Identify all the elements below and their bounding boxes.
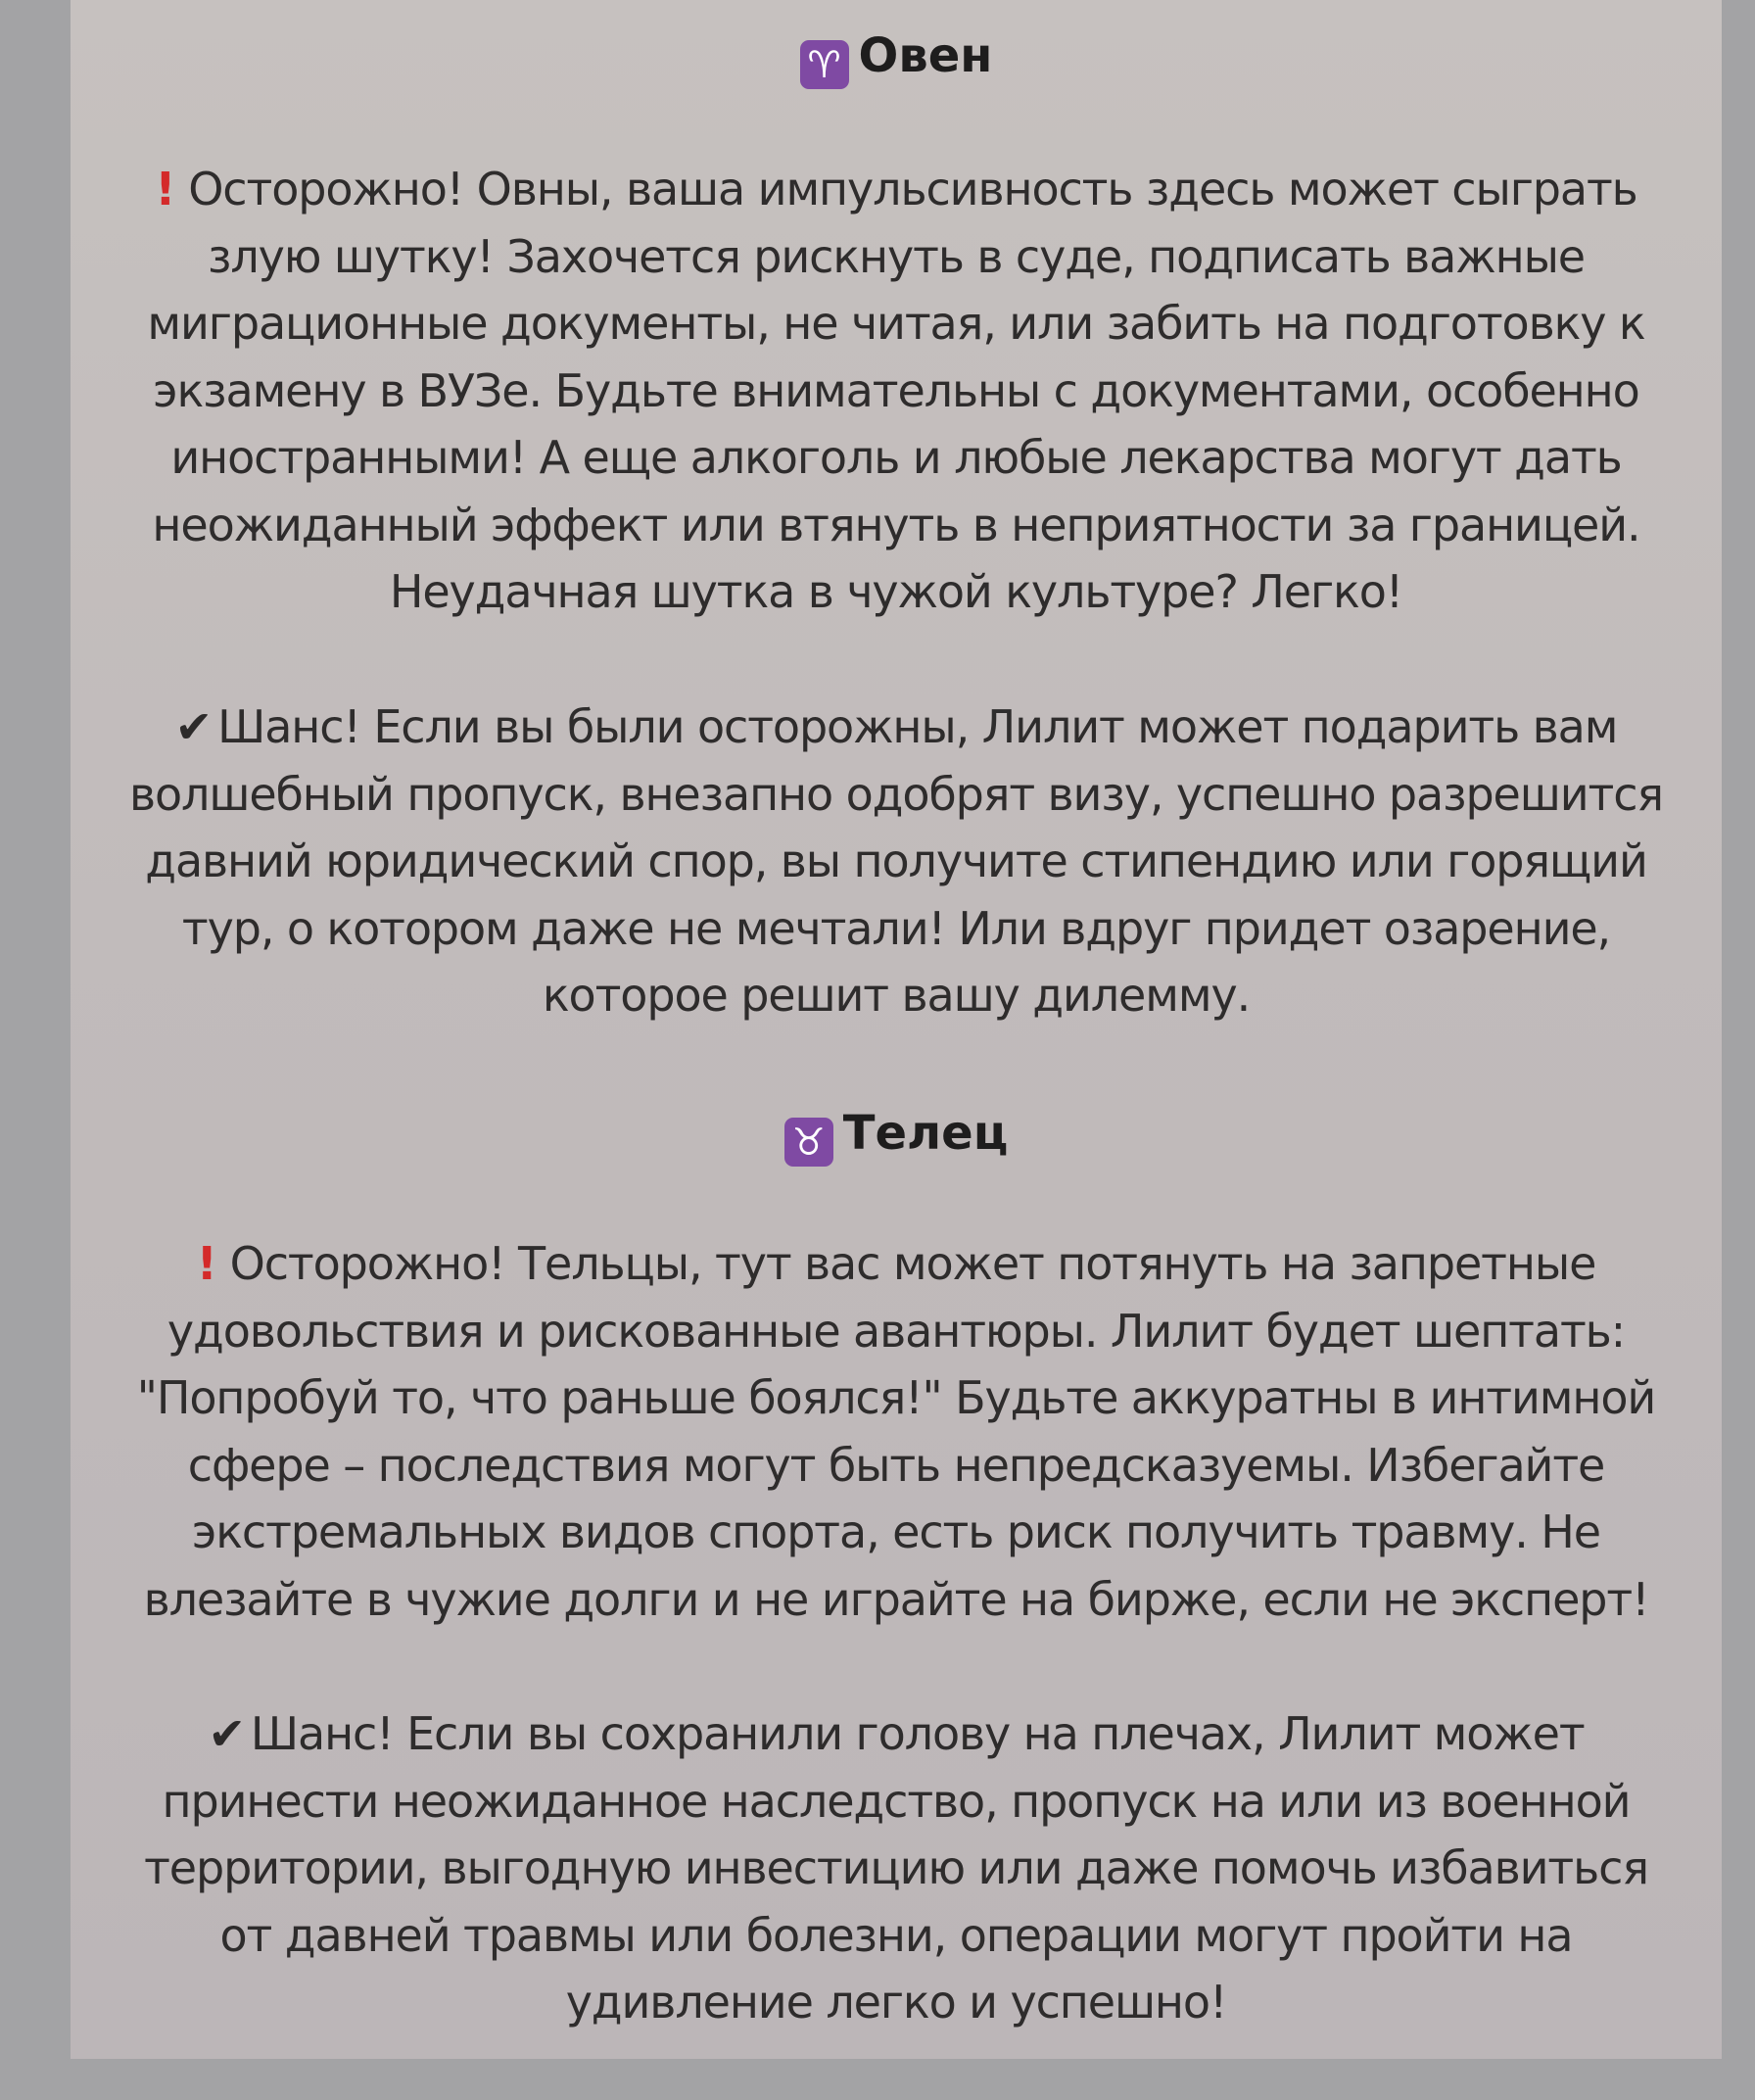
aries-chance-paragraph	[71, 693, 1722, 1029]
horoscope-card	[71, 0, 1722, 2059]
aries-chance-line: тур, о котором даже не мечтали! Или вдруг придет озарение,	[181, 901, 1611, 955]
aries-warning-line: Неудачная шутка в чужой культуре? Легко!	[389, 565, 1403, 618]
checkmark-icon: ✔	[208, 1707, 245, 1760]
aries-warning-line: миграционные документы, не читая, или забить на подготовку к	[147, 297, 1645, 350]
taurus-chance-paragraph	[71, 1700, 1722, 2036]
taurus-warning-line: сфере – последствия могут быть непредсказуемы. Избегайте	[187, 1438, 1605, 1492]
aries-warning-line: злую шутку! Захочется рискнуть в суде, подписать важные	[207, 229, 1586, 283]
aries-chance-line: которое решит вашу дилемму.	[542, 969, 1251, 1022]
aries-title	[71, 26, 1722, 89]
aries-warning-line: экзамену в ВУЗе. Будьте внимательны с документами, особенно	[153, 363, 1639, 417]
taurus-chance-line: территории, выгодную инвестицию или даже помочь избавиться	[144, 1841, 1648, 1894]
taurus-warning-line: влезайте в чужие долги и не играйте на бирже, если не эксперт!	[143, 1572, 1649, 1626]
checkmark-icon: ✔	[174, 700, 213, 753]
aries-warning-line: ! Осторожно! Овны, ваша импульсивность здесь может сыграть	[155, 163, 1637, 215]
aries-warning-paragraph	[71, 156, 1722, 626]
taurus-chance-line: от давней травмы или болезни, операции могут пройти на	[219, 1908, 1573, 1962]
taurus-title	[71, 1104, 1722, 1167]
aries-warning-line: иностранными! А еще алкоголь и любые лекарства могут дать	[170, 431, 1622, 484]
taurus-chance-line: принести неожиданное наследство, пропуск на или из военной	[162, 1774, 1631, 1828]
taurus-warning-line: "Попробуй то, что раньше боялся!" Будьте аккуратны в интимной	[136, 1371, 1656, 1424]
taurus-warning-line: ! Осторожно! Тельцы, тут вас может потянуть на запретные	[196, 1237, 1596, 1290]
taurus-sign-icon: ♉	[784, 1118, 833, 1167]
taurus-warning-line: экстремальных видов спорта, есть риск получить травму. Не	[192, 1505, 1600, 1558]
exclamation-icon: !	[196, 1237, 216, 1290]
taurus-warning-paragraph	[71, 1230, 1722, 1633]
aries-sign-icon: ♈	[800, 40, 849, 89]
aries-warning-line: неожиданный эффект или втянуть в неприятности за границей.	[152, 498, 1640, 551]
taurus-chance-line: удивление легко и успешно!	[565, 1976, 1227, 2028]
aries-chance-line: волшебный пропуск, внезапно одобрят визу, успешно разрешится	[128, 767, 1663, 821]
taurus-chance-line: ✔ Шанс! Если вы сохранили голову на плечах, Лилит может	[208, 1707, 1585, 1760]
exclamation-icon: !	[155, 163, 175, 215]
taurus-warning-line: удовольствия и рискованные авантюры. Лилит будет шептать:	[166, 1304, 1626, 1358]
aries-chance-line: ✔ Шанс! Если вы были осторожны, Лилит может подарить вам	[174, 700, 1618, 753]
taurus-title-text: Телец	[842, 1106, 1009, 1161]
aries-chance-line: давний юридический спор, вы получите стипендию или горящий	[145, 835, 1647, 887]
aries-title-text: Овен	[858, 28, 993, 83]
